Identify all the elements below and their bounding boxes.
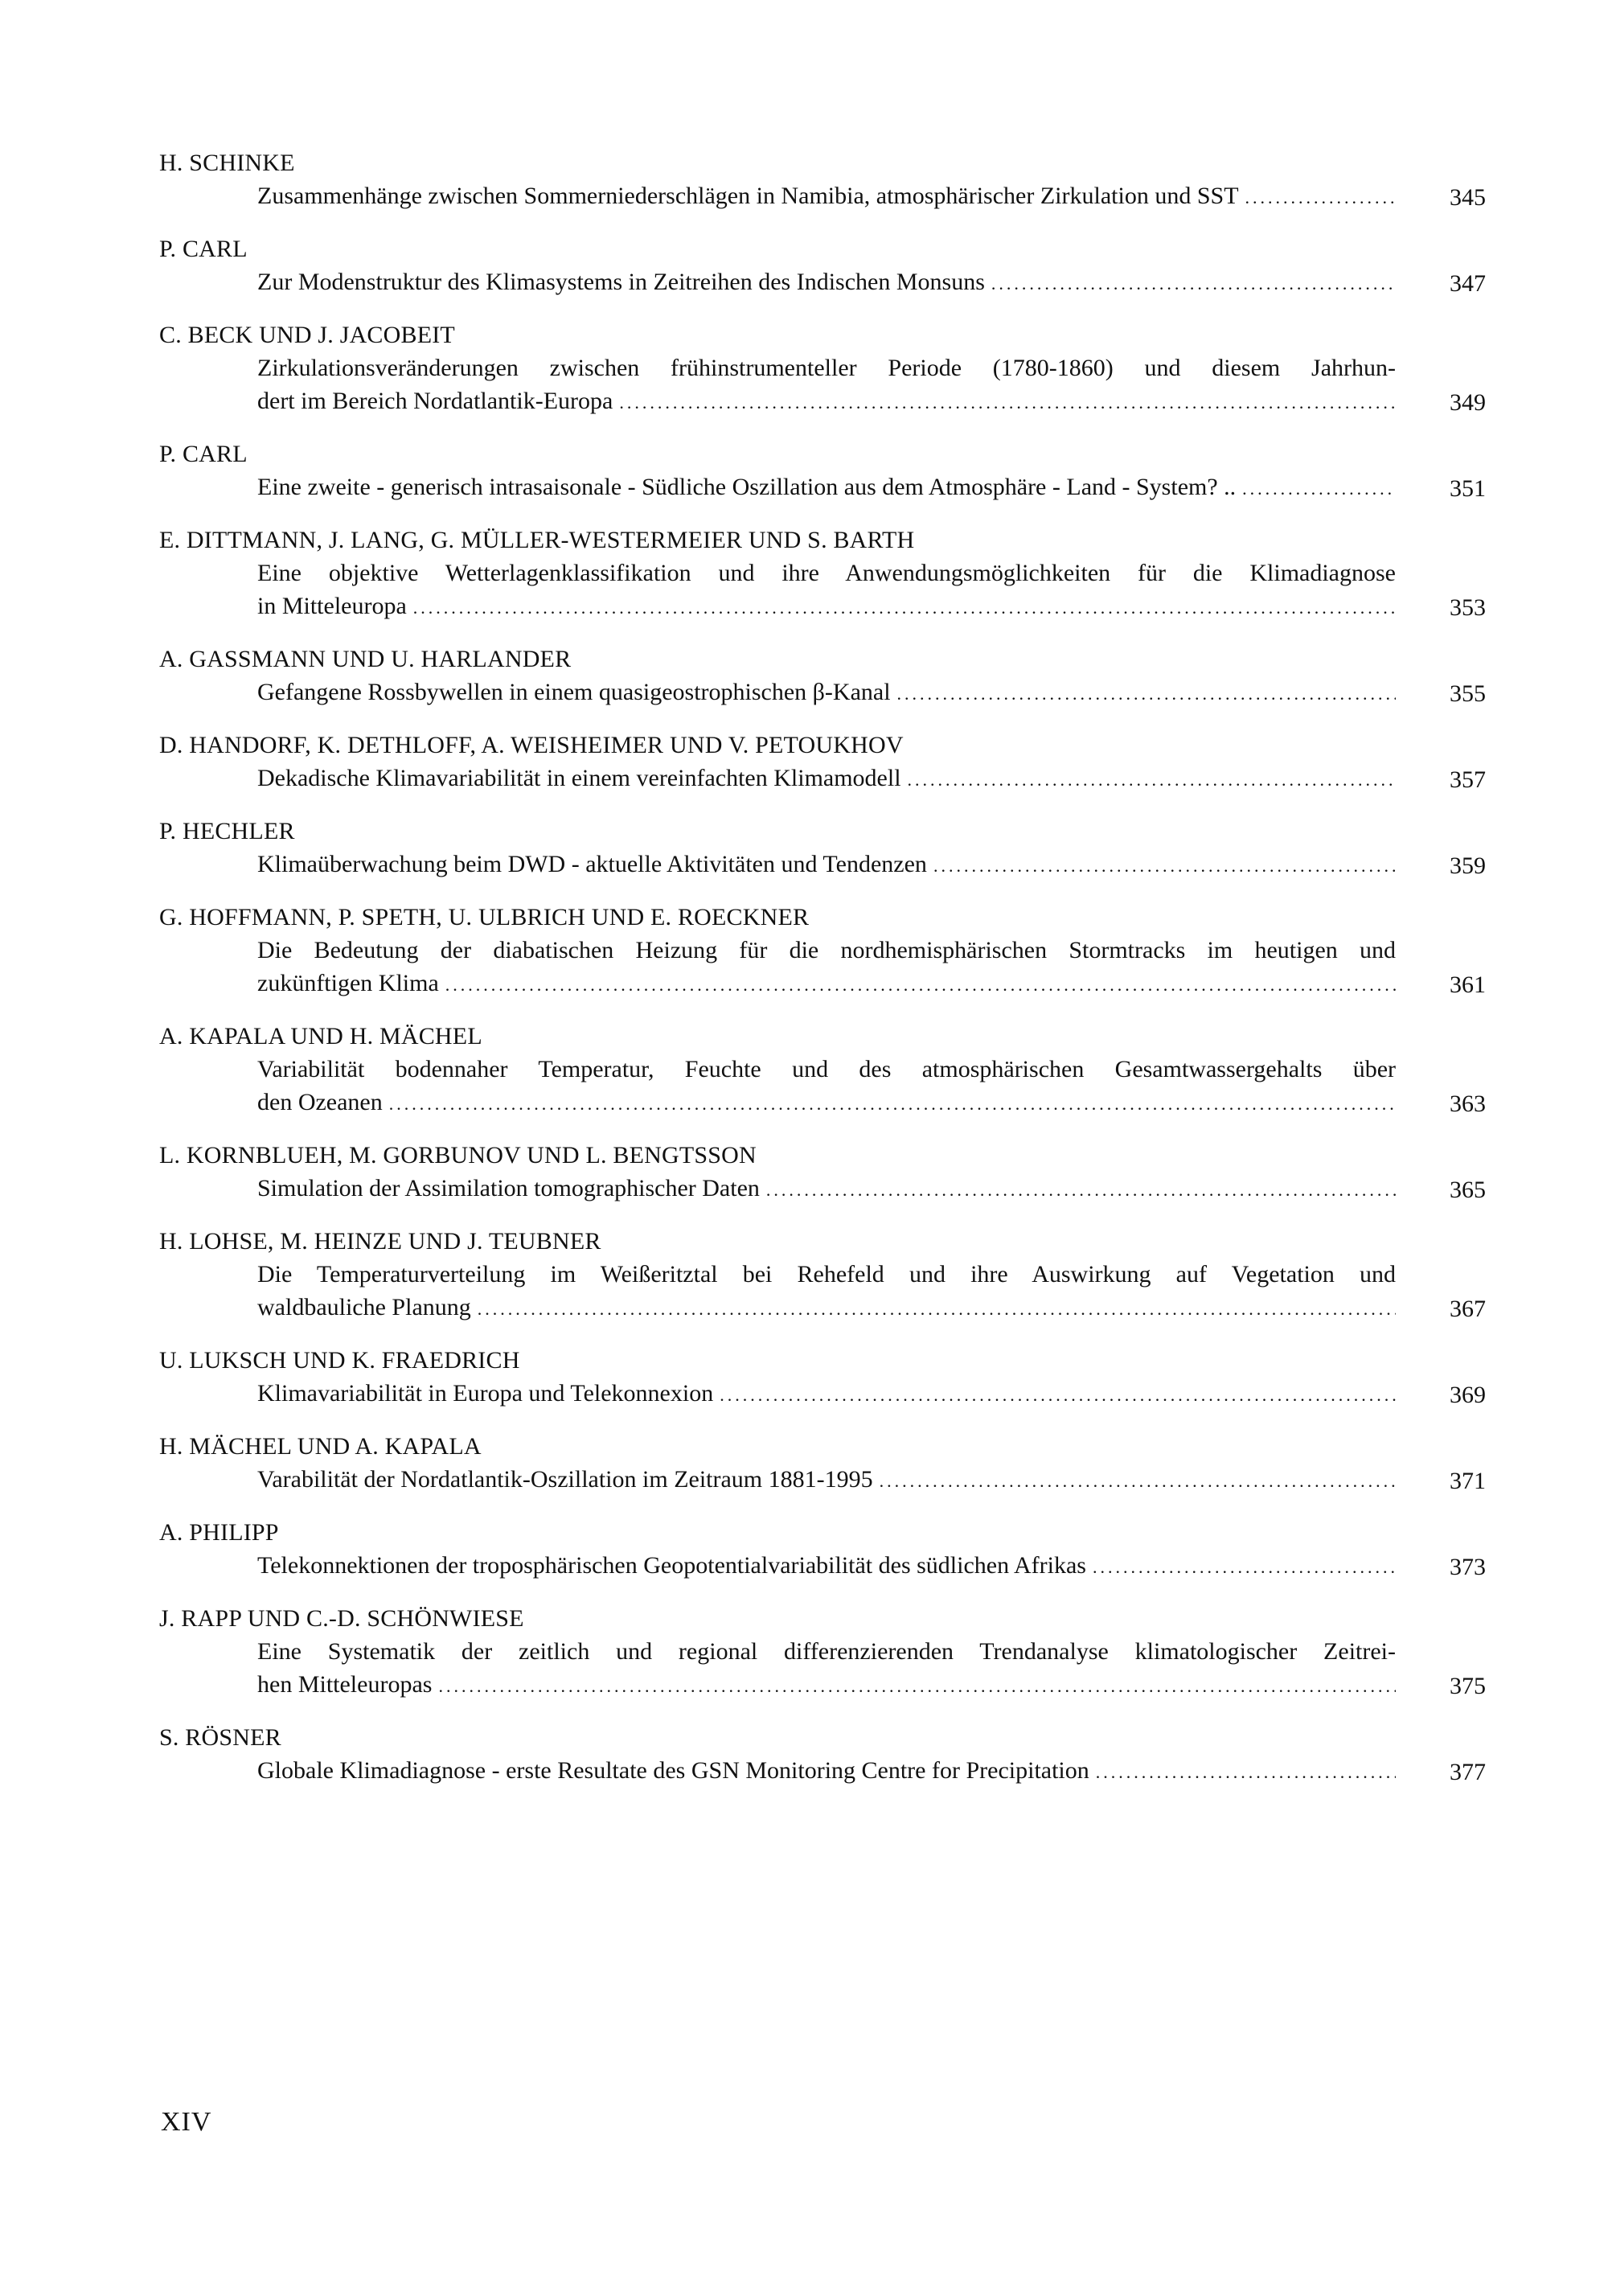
toc-entry-author: P. CARL <box>159 441 248 467</box>
toc-entry-title-line <box>257 265 1396 300</box>
toc-entry-title-line: Die Temperaturverteilung im Weißeritztal bei Rehefeld und ihre Auswirkung auf Vegetation und <box>257 1261 1396 1288</box>
toc-entry-author: S. RÖSNER <box>159 1724 281 1751</box>
dot-leader <box>389 1087 1396 1120</box>
toc-entry-page-number: 377 <box>1450 1759 1486 1785</box>
toc-entry-title-line <box>257 1086 1396 1120</box>
dot-leader <box>933 849 1396 882</box>
toc-entry-author: D. HANDORF, K. DETHLOFF, A. WEISHEIMER UND V. PETOUKHOV <box>159 732 904 758</box>
toc-entry-author: J. RAPP UND C.-D. SCHÖNWIESE <box>159 1605 524 1632</box>
toc-entry-title-text: Dekadische Klimavariabilität in einem vereinfachten Klimamodell <box>257 765 901 791</box>
toc-entry <box>158 901 1486 1001</box>
dot-leader <box>413 591 1396 624</box>
toc-entry-page-number: 373 <box>1450 1554 1486 1580</box>
toc-entry-page-number: 367 <box>1450 1296 1486 1322</box>
toc-entry-page-number: 369 <box>1450 1382 1486 1408</box>
toc-entry-author: H. LOHSE, M. HEINZE UND J. TEUBNER <box>159 1228 601 1255</box>
toc-entry-page-number: 363 <box>1450 1090 1486 1117</box>
dot-leader <box>1096 1756 1396 1789</box>
toc-entry-page-number: 361 <box>1450 971 1486 998</box>
toc-entry-title-line <box>257 676 1396 710</box>
toc-entry-title-line: Eine objektive Wetterlagenklassifikation und ihre Anwendungsmöglichkeiten für die Klimadiagnose <box>257 560 1396 586</box>
toc-entry-page-number: 365 <box>1450 1177 1486 1203</box>
toc-entry-title-line <box>257 589 1396 624</box>
toc-entry-title <box>158 557 1486 624</box>
toc-entry-title-line: Zirkulationsveränderungen zwischen frühinstrumenteller Periode (1780-1860) und diesem Jahrhun- <box>257 355 1396 381</box>
toc-entry-page-number: 347 <box>1450 270 1486 297</box>
toc-entry-page-number: 353 <box>1450 594 1486 621</box>
toc-entry-title-text: den Ozeanen <box>257 1089 383 1115</box>
toc-entry <box>158 437 1486 505</box>
toc-entry <box>158 146 1486 214</box>
toc-entry-title-text: zukünftigen Klima <box>257 970 439 996</box>
toc-entry-page-number: 371 <box>1450 1468 1486 1494</box>
toc-entry-title <box>158 1258 1486 1325</box>
toc-entry-author: H. SCHINKE <box>159 150 295 176</box>
toc-entry <box>158 232 1486 300</box>
toc-entry <box>158 318 1486 419</box>
toc-entry-title <box>158 1754 1486 1789</box>
toc-entry-title <box>158 676 1486 710</box>
toc-entry-title-line <box>257 967 1396 1001</box>
toc-entry-title-text: waldbauliche Planung <box>257 1294 471 1321</box>
dot-leader <box>908 763 1396 796</box>
toc-entry-author: A. PHILIPP <box>159 1519 279 1546</box>
dot-leader <box>766 1173 1396 1206</box>
toc-entry-title-line <box>257 1549 1396 1583</box>
toc-entry-title-text: Zusammenhänge zwischen Sommerniederschlägen in Namibia, atmosphärischer Zirkulation und SST <box>257 183 1239 209</box>
toc-entry-title-text: Klimaüberwachung beim DWD - aktuelle Aktivitäten und Tendenzen <box>257 851 927 877</box>
toc-entry-title-line <box>257 470 1396 505</box>
toc-entry-title-line: Variabilität bodennaher Temperatur, Feuchte und des atmosphärischen Gesamtwassergehalts über <box>257 1056 1396 1082</box>
toc-entry-page-number: 375 <box>1450 1673 1486 1699</box>
toc-entry-title <box>158 1377 1486 1411</box>
toc-entry-title-line: Eine Systematik der zeitlich und regional differenzierenden Trendanalyse klimatologischer Zeitrei- <box>257 1638 1396 1665</box>
dot-leader <box>720 1378 1396 1411</box>
toc-entry <box>158 1344 1486 1411</box>
toc-entry-author: A. KAPALA UND H. MÄCHEL <box>159 1023 482 1049</box>
toc-entry-title <box>158 934 1486 1001</box>
toc-entry-title <box>158 762 1486 796</box>
toc-entry-title <box>158 1635 1486 1702</box>
toc-entry-page-number: 355 <box>1450 680 1486 707</box>
toc-entry-title-text: Varabilität der Nordatlantik-Oszillation im Zeitraum 1881-1995 <box>257 1466 873 1493</box>
toc-entry-title-line <box>257 1668 1396 1702</box>
toc-entry-title <box>158 1172 1486 1206</box>
page-number-roman: XIV <box>161 2107 212 2137</box>
toc-entry <box>158 524 1486 624</box>
toc-entry-title <box>158 1053 1486 1120</box>
toc-entry <box>158 1721 1486 1789</box>
toc-entry-page-number: 357 <box>1450 766 1486 793</box>
toc-entry-title-line <box>257 1463 1396 1497</box>
toc-entry-title <box>158 470 1486 505</box>
toc-entry <box>158 1602 1486 1702</box>
toc-entry-page-number: 345 <box>1450 184 1486 211</box>
toc-entry-title-line <box>257 384 1396 419</box>
dot-leader <box>897 677 1396 710</box>
toc-entry-title <box>158 351 1486 419</box>
toc-entry-title-text: Simulation der Assimilation tomographischer Daten <box>257 1175 760 1201</box>
toc-entry <box>158 1430 1486 1497</box>
toc-entry-title-text: Zur Modenstruktur des Klimasystems in Zeitreihen des Indischen Monsuns <box>257 269 985 295</box>
toc-entry-title-text: Telekonnektionen der troposphärischen Geopotentialvariabilität des südlichen Afrikas <box>257 1552 1086 1579</box>
toc-entry <box>158 1139 1486 1206</box>
toc-entry-title <box>158 265 1486 300</box>
toc-entry-title <box>158 1463 1486 1497</box>
toc-entry-title-text: in Mitteleuropa <box>257 593 407 619</box>
dot-leader <box>438 1670 1396 1702</box>
toc-entry-title-line <box>257 762 1396 796</box>
toc-entry <box>158 1516 1486 1583</box>
toc-entry-title-line <box>257 1291 1396 1325</box>
toc-entry-page-number: 359 <box>1450 852 1486 879</box>
toc-entry-title-line <box>257 1377 1396 1411</box>
toc-entry <box>158 643 1486 710</box>
toc-entry-title-text: Eine zweite - generisch intrasaisonale - Südliche Oszillation aus dem Atmosphäre - Land - System? .. <box>257 474 1237 500</box>
toc-entry-author: C. BECK UND J. JACOBEIT <box>159 322 455 348</box>
toc-entry-title-text: Globale Klimadiagnose - erste Resultate des GSN Monitoring Centre for Precipitation <box>257 1757 1089 1784</box>
toc-entry-title-text: Gefangene Rossbywellen in einem quasigeostrophischen β-Kanal <box>257 679 891 705</box>
toc-entry-page-number: 349 <box>1450 389 1486 416</box>
toc-entry-title <box>158 848 1486 882</box>
toc-entry-author: U. LUKSCH UND K. FRAEDRICH <box>159 1347 520 1374</box>
dot-leader <box>1245 181 1396 214</box>
dot-leader <box>880 1464 1396 1497</box>
toc-entry-page-number: 351 <box>1450 475 1486 502</box>
toc-entry-author: A. GASSMANN UND U. HARLANDER <box>159 646 572 672</box>
toc-entry-author: G. HOFFMANN, P. SPETH, U. ULBRICH UND E. ROECKNER <box>159 904 810 930</box>
dot-leader <box>619 386 1396 419</box>
toc-entry-title-text: hen Mitteleuropas <box>257 1671 433 1698</box>
table-of-contents <box>158 146 1486 1807</box>
dot-leader <box>991 267 1396 300</box>
dot-leader <box>445 968 1396 1001</box>
toc-entry-title <box>158 179 1486 214</box>
toc-entry-title-line <box>257 1172 1396 1206</box>
toc-entry <box>158 729 1486 796</box>
toc-entry-title-text: Klimavariabilität in Europa und Telekonnexion <box>257 1380 714 1407</box>
dot-leader <box>478 1292 1396 1325</box>
dot-leader <box>1242 472 1396 505</box>
toc-entry <box>158 1020 1486 1120</box>
toc-entry-author: P. CARL <box>159 236 248 262</box>
toc-entry-title-line <box>257 179 1396 214</box>
toc-entry-title <box>158 1549 1486 1583</box>
toc-entry-author: E. DITTMANN, J. LANG, G. MÜLLER-WESTERMEIER UND S. BARTH <box>159 527 915 553</box>
toc-entry-author: L. KORNBLUEH, M. GORBUNOV UND L. BENGTSSON <box>159 1142 757 1169</box>
dot-leader <box>1093 1551 1396 1583</box>
toc-entry-title-text: dert im Bereich Nordatlantik-Europa <box>257 388 613 414</box>
toc-entry-title-line <box>257 1754 1396 1789</box>
toc-entry-author: H. MÄCHEL UND A. KAPALA <box>159 1433 482 1460</box>
toc-entry-author: P. HECHLER <box>159 818 295 844</box>
toc-entry <box>158 1225 1486 1325</box>
toc-entry-title-line <box>257 848 1396 882</box>
toc-entry <box>158 815 1486 882</box>
toc-entry-title-line: Die Bedeutung der diabatischen Heizung für die nordhemisphärischen Stormtracks im heutigen und <box>257 937 1396 963</box>
